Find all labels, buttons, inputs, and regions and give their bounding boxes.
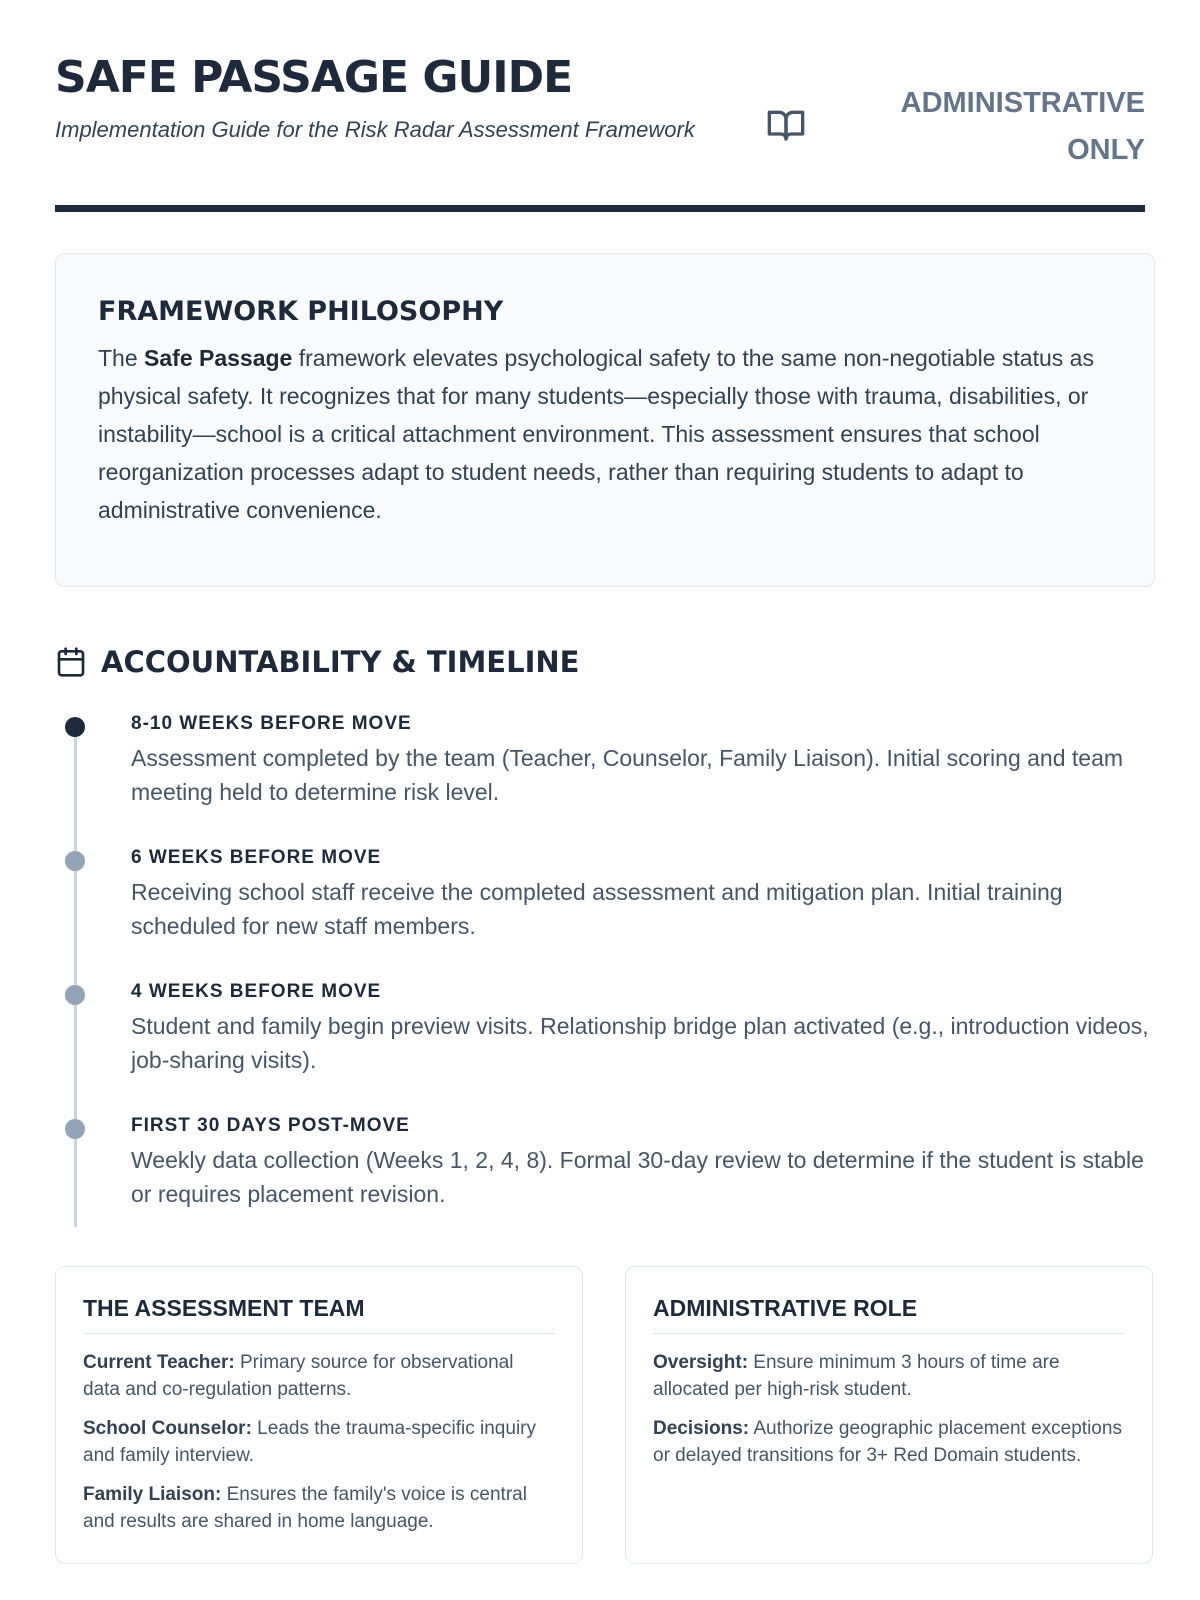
admin-entry-role: Oversight: [653, 1352, 749, 1373]
badge-line-1: ADMINISTRATIVE [900, 87, 1145, 119]
admin-entry [653, 1415, 1125, 1469]
timeline-heading [55, 645, 579, 679]
timeline-item-text: Weekly data collection (Weeks 1, 2, 4, 8). Formal 30-day review to determine if the student is stable or requires placement revision. [131, 1147, 1144, 1207]
admin-entry-desc: Ensure minimum 3 hours of time are allocated per high-risk student. [653, 1352, 1060, 1400]
team-entry [83, 1415, 555, 1469]
timeline-dot [65, 851, 85, 871]
timeline-item [55, 713, 1155, 847]
admin-entry-desc: Authorize geographic placement exceptions or delayed transitions for 3+ Red Domain students. [653, 1418, 1122, 1466]
timeline-item [55, 847, 1155, 981]
page-title: SAFE PASSAGE GUIDE [55, 52, 573, 103]
timeline-item-label: 6 WEEKS BEFORE MOVE [131, 847, 382, 868]
timeline-item-label: 4 WEEKS BEFORE MOVE [131, 981, 382, 1002]
timeline-dot [65, 985, 85, 1005]
team-entry-desc: Leads the trauma-specific inquiry and family interview. [83, 1418, 536, 1466]
philosophy-text [98, 339, 1114, 529]
team-entry [83, 1349, 555, 1403]
timeline-dot [65, 1119, 85, 1139]
timeline-dot-active [65, 717, 85, 737]
administrative-role-card [625, 1266, 1153, 1564]
timeline [55, 713, 1155, 1249]
timeline-item-text: Receiving school staff receive the completed assessment and mitigation plan. Initial training scheduled for new staff members. [131, 879, 1063, 939]
page-subtitle: Implementation Guide for the Risk Radar Assessment Framework [55, 117, 695, 142]
team-entry [83, 1481, 555, 1535]
page-header [55, 0, 1145, 212]
philosophy-text-rest: framework elevates psychological safety to the same non-negotiable status as physical safety. It recognizes that for many students—especially those with trauma, disabilities, or instability—school is a critical attachment environment. This assessment ensures that school reorganization processes adapt to student needs, rather than requiring students to adapt to administrative convenience. [98, 345, 1094, 523]
team-entry-desc: Ensures the family's voice is central and results are shared in home language. [83, 1484, 527, 1532]
timeline-item-text: Student and family begin preview visits. Relationship bridge plan activated (e.g., introduction videos, job-sharing visits). [131, 1013, 1149, 1073]
timeline-item-text: Assessment completed by the team (Teacher, Counselor, Family Liaison). Initial scoring and team meeting held to determine risk level. [131, 745, 1124, 805]
administrative-role-heading: ADMINISTRATIVE ROLE [653, 1295, 1125, 1334]
team-entry-desc: Primary source for observational data and co-regulation patterns. [83, 1352, 514, 1400]
admin-entry-role: Decisions: [653, 1418, 750, 1439]
philosophy-text-bold: Safe Passage [144, 345, 293, 371]
timeline-item-label: 8-10 WEEKS BEFORE MOVE [131, 713, 412, 734]
timeline-item [55, 981, 1155, 1115]
timeline-item-label: FIRST 30 DAYS POST-MOVE [131, 1115, 410, 1136]
assessment-team-card [55, 1266, 583, 1564]
admin-only-badge [845, 80, 1145, 174]
book-icon [766, 104, 806, 144]
team-entry-role: Family Liaison: [83, 1484, 222, 1505]
team-entry-role: Current Teacher: [83, 1352, 235, 1373]
philosophy-card [55, 253, 1155, 587]
team-entry-role: School Counselor: [83, 1418, 252, 1439]
badge-line-2: ONLY [1067, 134, 1145, 166]
calendar-icon [55, 646, 87, 678]
admin-entry [653, 1349, 1125, 1403]
timeline-title: ACCOUNTABILITY & TIMELINE [101, 645, 580, 679]
timeline-item [55, 1115, 1155, 1249]
assessment-team-heading: THE ASSESSMENT TEAM [83, 1295, 555, 1334]
philosophy-text-prefix: The [98, 345, 145, 371]
philosophy-heading: FRAMEWORK PHILOSOPHY [98, 296, 504, 327]
